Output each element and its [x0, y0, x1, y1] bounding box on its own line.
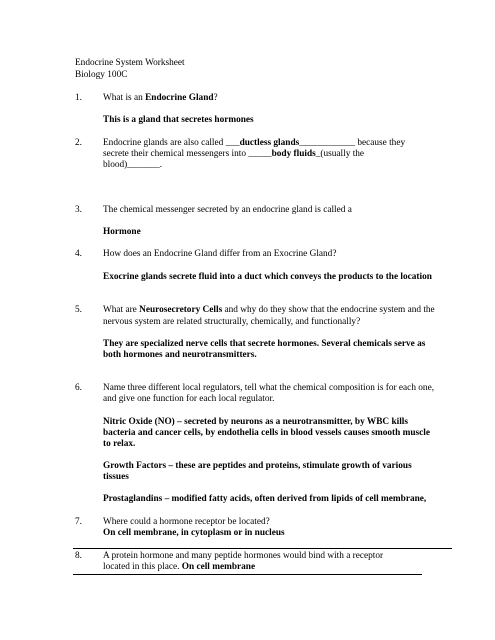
q8-top-rule — [73, 548, 452, 549]
q7-answer: On cell membrane, in cytoplasm or in nucleus — [103, 528, 285, 538]
q2-line-3: blood)_______. — [103, 160, 163, 170]
worksheet-title: Endocrine System Worksheet — [75, 58, 185, 68]
q2-line-2 — [103, 149, 364, 161]
q1-answer: This is a gland that secretes hormones — [103, 115, 254, 125]
q1-question — [103, 93, 218, 105]
q4-question: How does an Endocrine Gland differ from an Exocrine Gland? — [103, 249, 337, 259]
q6-line-2: and give one function for each local regulator. — [103, 394, 275, 404]
q6-prostaglandins-line: Prostaglandins – modified fatty acids, often derived from lipids of cell membrane, — [103, 494, 427, 504]
q2-answer-ductless: ductless glands — [239, 138, 300, 148]
q1-bold-term: Endocrine Gland — [145, 93, 214, 103]
q6-nitric-oxide-line-1: Nitric Oxide (NO) – secreted by neurons as a neurotransmitter, by WBC kills — [103, 417, 408, 427]
q7-question: Where could a hormone receptor be located? — [103, 517, 270, 527]
q6-number: 6. — [75, 383, 82, 393]
q3-number: 3. — [75, 205, 82, 215]
q8-bottom-rule — [73, 574, 422, 575]
q2-l2-a: secrete their chemical messengers into _____ — [103, 149, 272, 159]
q6-nitric-oxide-line-2: bacteria and cancer cells, by endothelia cells in blood vessels causes smooth muscle — [103, 428, 431, 438]
q1-pre: What is an — [103, 93, 146, 103]
q3-answer: Hormone — [103, 227, 141, 237]
q6-line-1: Name three different local regulators, tell what the chemical composition is for each one, — [103, 383, 435, 393]
q5-bold-term: Neurosecretory Cells — [139, 305, 223, 315]
q5-line-2: nervous system are related structurally, chemically, and functionally? — [103, 317, 361, 327]
q8-answer: On cell membrane — [181, 562, 256, 572]
q2-answer-body-fluids: body fluids — [271, 149, 316, 159]
q2-l2-c: _(usually the — [315, 149, 365, 159]
q5-answer-line-2: both hormones and neurotransmitters. — [103, 350, 257, 360]
q2-line-1 — [103, 138, 405, 150]
q4-number: 4. — [75, 249, 82, 259]
q8-number: 8. — [75, 551, 82, 561]
q8-line-2 — [103, 562, 255, 574]
q5-l1-c: and why do they show that the endocrine system and the — [222, 305, 435, 315]
q1-number: 1. — [75, 93, 82, 103]
q2-l1-c: ____________ because they — [299, 138, 406, 148]
course-name: Biology 100C — [75, 70, 128, 80]
q5-line-1 — [103, 305, 435, 317]
q3-question: The chemical messenger secreted by an endocrine gland is called a — [103, 205, 352, 215]
q6-growth-factors-line-2: tissues — [103, 472, 129, 482]
q5-number: 5. — [75, 305, 82, 315]
q2-number: 2. — [75, 138, 82, 148]
q6-growth-factors-line-1: Growth Factors – these are peptides and proteins, stimulate growth of various — [103, 461, 412, 471]
q1-post: ? — [213, 93, 218, 103]
q5-l1-a: What are — [103, 305, 140, 315]
q6-nitric-oxide-line-3: to relax. — [103, 439, 136, 449]
q5-answer-line-1: They are specialized nerve cells that secrete hormones. Several chemicals serve as — [103, 339, 426, 349]
q7-number: 7. — [75, 517, 82, 527]
q8-l2-a: located in this place. — [103, 562, 182, 572]
q2-l1-a: Endocrine glands are also called ___ — [103, 138, 240, 148]
q8-line-1: A protein hormone and many peptide hormones would bind with a receptor — [103, 551, 384, 561]
q4-answer: Exocrine glands secrete fluid into a duct which conveys the products to the location — [103, 272, 432, 282]
